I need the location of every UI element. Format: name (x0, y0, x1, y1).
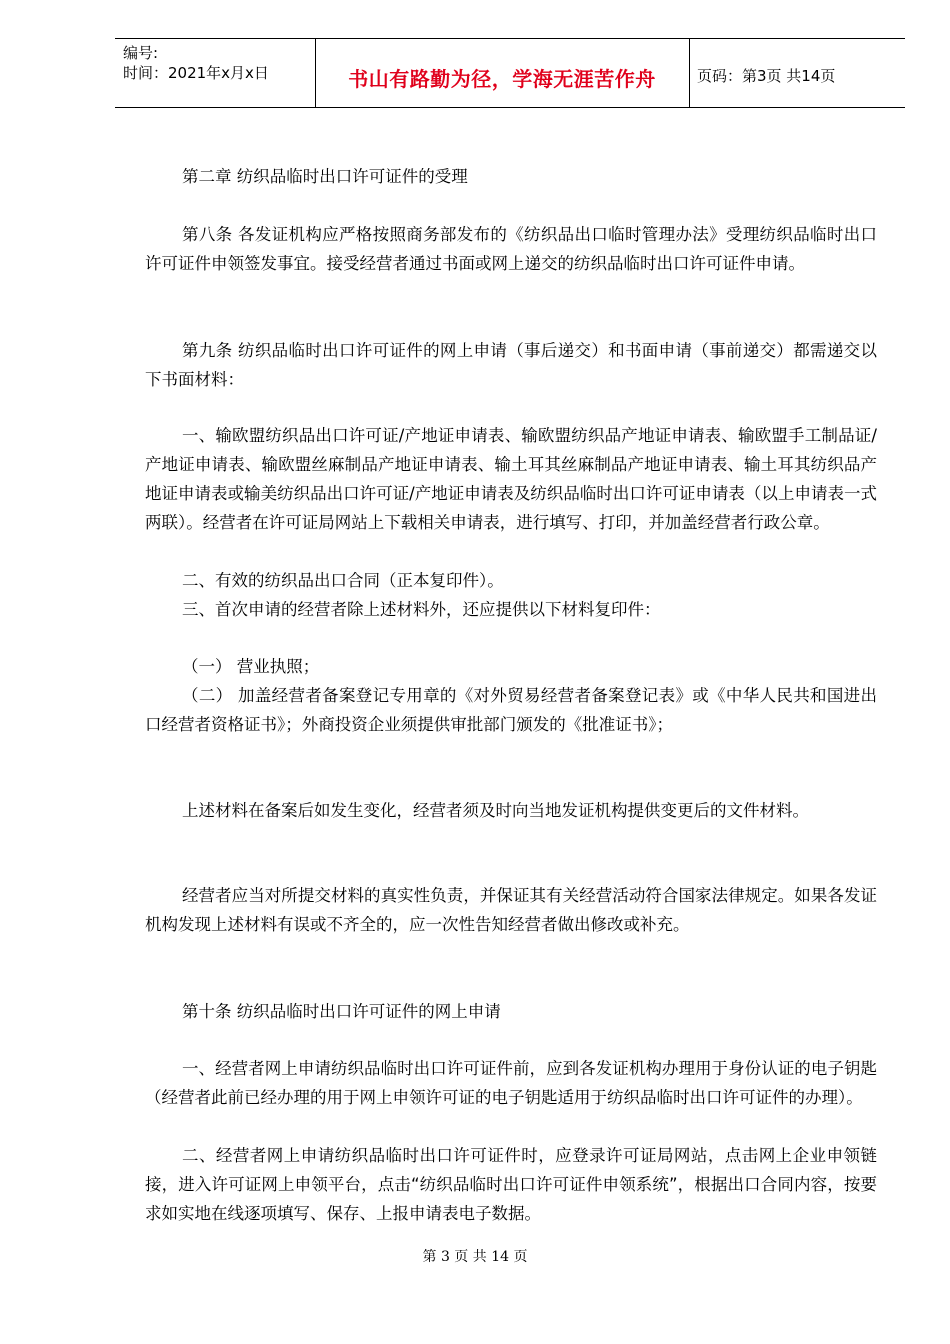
article-10: 第十条 纺织品临时出口许可证件的网上申请 (182, 1002, 501, 1021)
article-9-item-1: 一、输欧盟纺织品出口许可证/产地证申请表、输欧盟纺织品产地证申请表、输欧盟手工制品证/产地证申请表、输欧盟丝麻制品产地证申请表、输土耳其丝麻制品产地证申请表、输土耳其纺织品产地证申请表或输美纺织品出口许可证/产地证申请表及纺织品临时出口许可证申请表（以上申请表一式两联）。经营者在许可证局网站上下载相关申请表，进行填写、打印，并加盖经营者行政公章。 (145, 426, 877, 532)
article-9-item-3: 三、首次申请的经营者除上述材料外，还应提供以下材料复印件： (182, 600, 661, 619)
article-9-sub-1: （一） 营业执照； (182, 657, 320, 676)
change-note: 上述材料在备案后如发生变化，经营者须及时向当地发证机构提供变更后的文件材料。 (182, 801, 809, 820)
page-footer: 第 3 页 共 14 页 (422, 1249, 528, 1265)
header-page-info: 页码：第3页 共14页 (697, 67, 836, 85)
article-10-item-2: 二、经营者网上申请纺织品临时出口许可证件时，应登录许可证局网站，点击网上企业申领链接，进入许可证网上申领平台，点击“纺织品临时出口许可证件申领系统”，根据出口合同内容，按要求如实地在线逐项填写、保存、上报申请表电子数据。 (145, 1146, 877, 1223)
page-header (115, 38, 905, 108)
article-9-item-2: 二、有效的纺织品出口合同（正本复印件）。 (182, 571, 504, 590)
document-number-label: 编号: (123, 44, 159, 62)
header-motto-cell (315, 39, 690, 107)
document-time-label: 时间：2021年x月x日 (123, 64, 269, 82)
header-motto: 书山有路勤为径，学海无涯苦作舟 (348, 67, 656, 91)
article-9-sub-2: （二） 加盖经营者备案登记专用章的《对外贸易经营者备案登记表》或《中华人民共和国进出口经营者资格证书》；外商投资企业须提供审批部门颁发的《批准证书》； (145, 686, 877, 734)
header-meta-cell (115, 39, 316, 107)
article-10-item-1: 一、经营者网上申请纺织品临时出口许可证件前，应到各发证机构办理用于身份认证的电子钥匙（经营者此前已经办理的用于网上申领许可证的电子钥匙适用于纺织品临时出口许可证件的办理）。 (145, 1059, 877, 1107)
chapter-title: 第二章 纺织品临时出口许可证件的受理 (182, 167, 468, 186)
responsibility-note: 经营者应当对所提交材料的真实性负责，并保证其有关经营活动符合国家法律规定。如果各发证机构发现上述材料有误或不齐全的，应一次性告知经营者做出修改或补充。 (145, 886, 877, 934)
article-9: 第九条 纺织品临时出口许可证件的网上申请（事后递交）和书面申请（事前递交）都需递交以下书面材料： (145, 341, 877, 389)
article-8: 第八条 各发证机构应严格按照商务部发布的《纺织品出口临时管理办法》受理纺织品临时出口许可证件申领签发事宜。接受经营者通过书面或网上递交的纺织品临时出口许可证件申请。 (145, 225, 877, 273)
